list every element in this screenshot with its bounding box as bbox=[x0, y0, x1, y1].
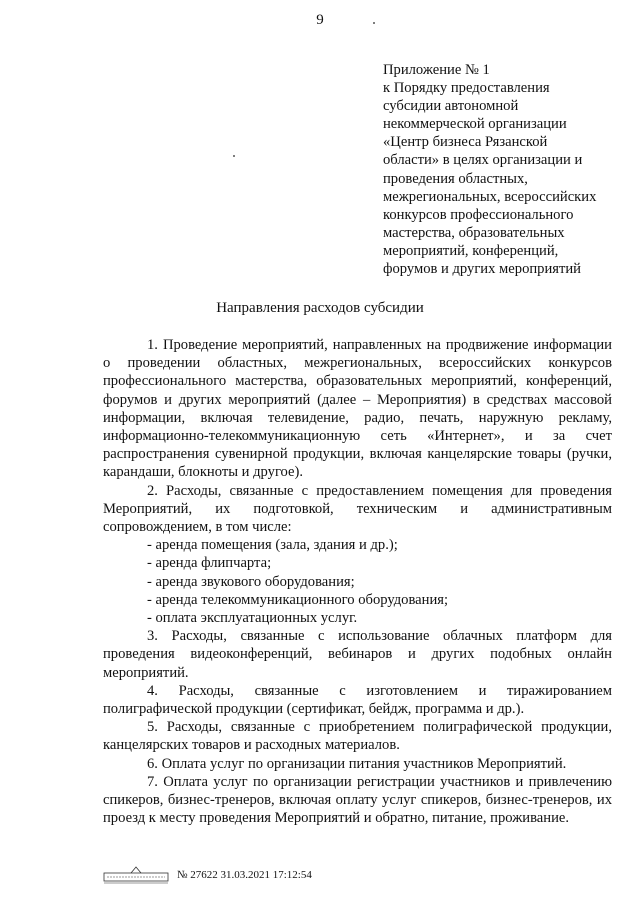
scan-dot bbox=[233, 155, 235, 157]
paragraph-5: 5. Расходы, связанные с приобретением полиграфической продукции, канцелярских товаров и расходных материалов. bbox=[103, 719, 612, 754]
appendix-line: субсидии автономной bbox=[383, 98, 519, 115]
paragraph-3: 3. Расходы, связанные с использование облачных платформ для проведения видеоконференций, вебинаров и других подобных онлайн мероприятий. bbox=[103, 628, 612, 681]
document-body bbox=[103, 336, 612, 827]
appendix-line: «Центр бизнеса Рязанской bbox=[383, 134, 548, 151]
appendix-line: мероприятий, конференций, bbox=[383, 242, 559, 259]
registration-footer bbox=[103, 865, 312, 885]
document-registry-stamp-icon bbox=[103, 866, 169, 884]
appendix-header bbox=[383, 61, 623, 278]
paragraph-2: 2. Расходы, связанные с предоставлением помещения для проведения Мероприятий, их подготовкой, техническим и административным сопровождением, в том числе: bbox=[103, 482, 612, 536]
appendix-line: конкурсов профессионального bbox=[383, 206, 574, 223]
appendix-line: некоммерческой организации bbox=[383, 116, 567, 133]
appendix-line: межрегиональных, всероссийских bbox=[383, 188, 597, 205]
list-item: - аренда помещения (зала, здания и др.); bbox=[147, 537, 398, 554]
list-item: - аренда флипчарта; bbox=[147, 555, 272, 572]
list-item: - оплата эксплуатационных услуг. bbox=[147, 610, 358, 627]
list-item: - аренда звукового оборудования; bbox=[147, 573, 355, 590]
paragraph-4: 4. Расходы, связанные с изготовлением и тиражированием полиграфической продукции (сертификат, бейдж, программа и др.). bbox=[103, 682, 612, 718]
paragraph-1: 1. Проведение мероприятий, направленных на продвижение информации о проведении областных, межрегиональных, всероссийских конкурсов профессионального мастерства, образовательных мероприятий, конференций, форумов и других мероприятий (далее – Мероприятия) в средствах массовой информации, включая телевидение, радио, печать, наружную рекламу, информационно-телекоммуникационную сеть «Интернет», и за счет распространения сувенирной продукции, включая канцелярские товары (ручки, карандаши, блокноты и другое). bbox=[103, 337, 612, 481]
appendix-line: мастерства, образовательных bbox=[383, 224, 565, 241]
section-heading: Направления расходов субсидии bbox=[216, 300, 424, 316]
page-number: 9 bbox=[316, 12, 324, 28]
scan-dot bbox=[373, 22, 375, 24]
appendix-line: к Порядку предоставления bbox=[383, 80, 550, 97]
appendix-line: форумов и других мероприятий bbox=[383, 261, 581, 278]
paragraph-7: 7. Оплата услуг по организации регистрации участников и привлечению спикеров, бизнес-тренеров, включая оплату услуг спикеров, бизнес-тренеров, их проезд к месту проведения Мероприятий и обратно, питание, проживание. bbox=[103, 773, 612, 827]
appendix-line: проведения областных, bbox=[383, 170, 528, 187]
appendix-line: области» в целях организации и bbox=[383, 152, 583, 169]
paragraph-6: 6. Оплата услуг по организации питания участников Мероприятий. bbox=[147, 755, 567, 772]
list-item: - аренда телекоммуникационного оборудования; bbox=[147, 591, 449, 608]
registration-number: № 27622 31.03.2021 17:12:54 bbox=[177, 869, 312, 881]
appendix-line: Приложение № 1 bbox=[383, 62, 490, 78]
